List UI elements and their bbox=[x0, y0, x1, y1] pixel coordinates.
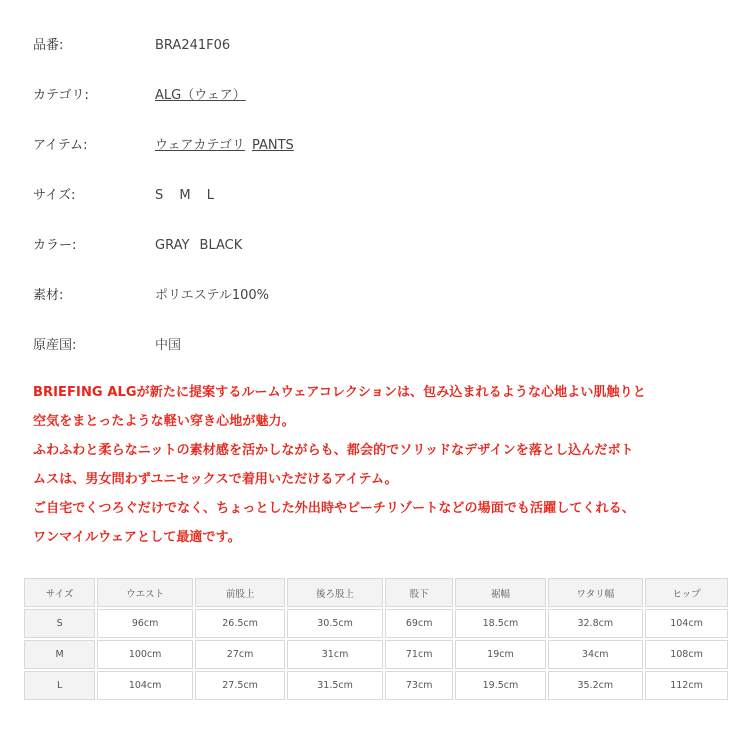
item-category-link[interactable]: ウェアカテゴリ bbox=[155, 138, 245, 153]
description-line: ご自宅でくつろぐだけでなく、ちょっとした外出時やビーチリゾートなどの場面でも活躍してくれる、 bbox=[33, 501, 635, 516]
spec-label: 品番: bbox=[33, 38, 64, 53]
spec-label: 素材: bbox=[33, 288, 64, 303]
spec-category bbox=[33, 86, 723, 136]
header-cell: 裾幅 bbox=[455, 578, 545, 607]
header-cell: サイズ bbox=[24, 578, 95, 607]
table-cell: 104cm bbox=[97, 671, 193, 700]
table-cell: 31.5cm bbox=[287, 671, 383, 700]
color-option: BLACK bbox=[199, 238, 243, 253]
size-chart-table bbox=[22, 576, 730, 702]
item-pants-link[interactable]: PANTS bbox=[251, 138, 294, 153]
table-cell: 27cm bbox=[195, 640, 285, 669]
spec-item-number bbox=[33, 36, 723, 86]
spec-material bbox=[33, 286, 723, 336]
product-specs bbox=[33, 36, 723, 386]
table-cell: 19cm bbox=[455, 640, 545, 669]
table-cell: 71cm bbox=[385, 640, 453, 669]
size-cell: L bbox=[24, 671, 95, 700]
category-link[interactable]: ALG（ウェア） bbox=[155, 88, 246, 103]
header-cell: ウエスト bbox=[97, 578, 193, 607]
spec-label: カラー: bbox=[33, 238, 77, 253]
spec-label: サイズ: bbox=[33, 188, 76, 203]
table-cell: 27.5cm bbox=[195, 671, 285, 700]
table-cell: 104cm bbox=[645, 609, 728, 638]
spec-size bbox=[33, 186, 723, 236]
table-cell: 32.8cm bbox=[548, 609, 644, 638]
table-cell: 34cm bbox=[548, 640, 644, 669]
table-row bbox=[24, 671, 728, 700]
header-cell: 股下 bbox=[385, 578, 453, 607]
header-cell: 前股上 bbox=[195, 578, 285, 607]
header-cell: ワタリ幅 bbox=[548, 578, 644, 607]
spec-label: アイテム: bbox=[33, 138, 88, 153]
table-cell: 73cm bbox=[385, 671, 453, 700]
spec-value bbox=[155, 86, 249, 106]
size-cell: M bbox=[24, 640, 95, 669]
table-cell: 69cm bbox=[385, 609, 453, 638]
description-line: ふわふわと柔らなニットの素材感を活かしながらも、都会的でソリッドなデザインを落とし込んだボト bbox=[33, 443, 634, 458]
size-option: M bbox=[179, 188, 191, 203]
spec-value: ポリエステル100% bbox=[155, 288, 269, 303]
header-cell: ヒップ bbox=[645, 578, 728, 607]
spec-item bbox=[33, 136, 723, 186]
size-cell: S bbox=[24, 609, 95, 638]
spec-value: BRA241F06 bbox=[155, 38, 231, 53]
spec-value bbox=[155, 186, 226, 206]
spec-value bbox=[155, 136, 297, 156]
table-row bbox=[24, 640, 728, 669]
spec-color bbox=[33, 236, 723, 286]
table-cell: 108cm bbox=[645, 640, 728, 669]
product-description bbox=[33, 378, 723, 552]
description-line: 空気をまとったような軽い穿き心地が魅力。 bbox=[33, 414, 295, 429]
color-option: GRAY bbox=[155, 238, 190, 253]
table-cell: 100cm bbox=[97, 640, 193, 669]
description-line: ムスは、男女問わずユニセックスで着用いただけるアイテム。 bbox=[33, 472, 398, 487]
table-cell: 31cm bbox=[287, 640, 383, 669]
spec-value bbox=[155, 236, 248, 256]
table-cell: 19.5cm bbox=[455, 671, 545, 700]
description-line: ワンマイルウェアとして最適です。 bbox=[33, 530, 241, 545]
table-cell: 26.5cm bbox=[195, 609, 285, 638]
table-header-row bbox=[24, 578, 728, 607]
table-row bbox=[24, 609, 728, 638]
table-cell: 96cm bbox=[97, 609, 193, 638]
description-line: BRIEFING ALGが新たに提案するルームウェアコレクションは、包み込まれるような心地よい肌触りと bbox=[33, 385, 646, 400]
header-cell: 後ろ股上 bbox=[287, 578, 383, 607]
table-cell: 30.5cm bbox=[287, 609, 383, 638]
size-option: L bbox=[206, 188, 215, 203]
spec-label: 原産国: bbox=[33, 338, 77, 353]
size-option: S bbox=[155, 188, 164, 203]
table-cell: 112cm bbox=[645, 671, 728, 700]
table-cell: 35.2cm bbox=[548, 671, 644, 700]
spec-label: カテゴリ: bbox=[33, 88, 89, 103]
spec-value: 中国 bbox=[155, 338, 182, 353]
table-cell: 18.5cm bbox=[455, 609, 545, 638]
